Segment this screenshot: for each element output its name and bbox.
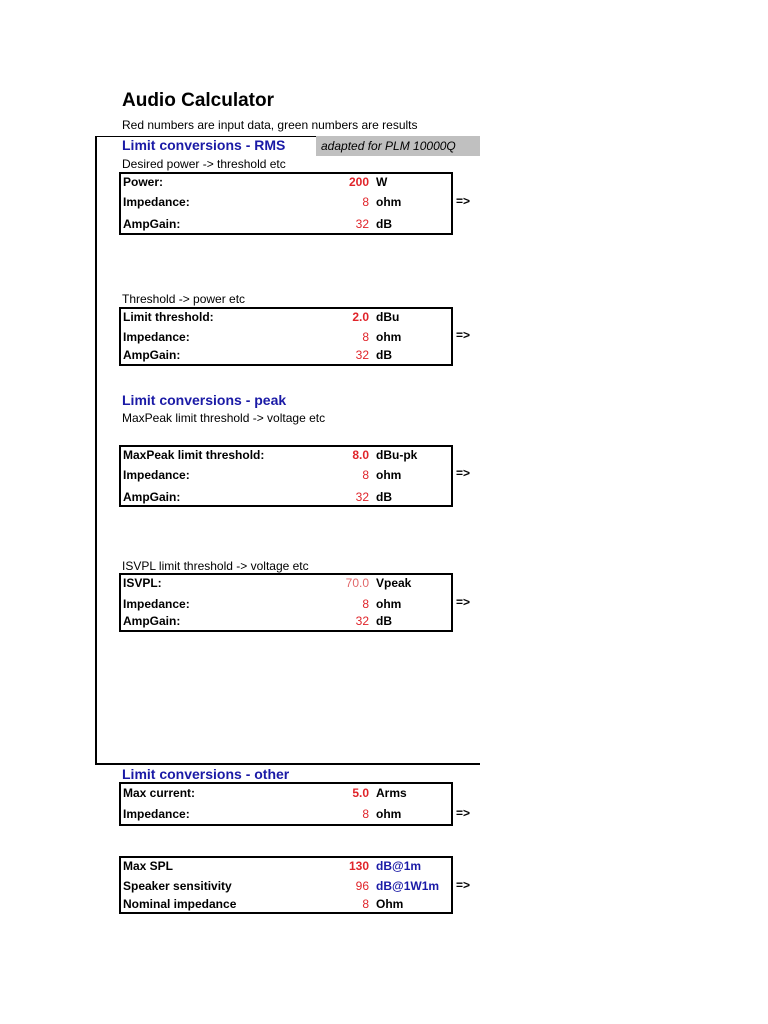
page-title: Audio Calculator xyxy=(122,90,275,111)
row-label: Impedance: xyxy=(123,468,190,482)
input-value[interactable]: 32 xyxy=(355,614,369,628)
input-value[interactable]: 5.0 xyxy=(352,786,369,800)
result-arrow: => xyxy=(456,328,471,342)
row-label: Power: xyxy=(123,175,164,189)
unit-label: dB xyxy=(376,490,392,504)
unit-label: dBu-pk xyxy=(376,448,418,462)
result-arrow: => xyxy=(456,595,471,609)
row-label: Impedance: xyxy=(123,597,190,611)
section-heading-other: Limit conversions - other xyxy=(122,766,290,782)
row-label: MaxPeak limit threshold: xyxy=(123,448,265,462)
unit-label: dB xyxy=(376,614,392,628)
input-value[interactable]: 2.0 xyxy=(352,310,369,324)
unit-label: ohm xyxy=(376,195,402,209)
frame-left-border xyxy=(95,136,97,765)
unit-label: dB xyxy=(376,217,392,231)
result-arrow: => xyxy=(456,466,471,480)
block-description: MaxPeak limit threshold -> voltage etc xyxy=(122,411,326,425)
row-label: Max SPL xyxy=(123,859,174,873)
result-arrow: => xyxy=(456,806,471,820)
page-subtitle: Red numbers are input data, green numbers are results xyxy=(122,118,418,132)
input-value[interactable]: 32 xyxy=(355,348,369,362)
unit-label: ohm xyxy=(376,330,402,344)
input-value[interactable]: 200 xyxy=(348,175,369,189)
result-arrow: => xyxy=(456,194,471,208)
input-value[interactable]: 8 xyxy=(362,330,369,344)
section-heading-rms: Limit conversions - RMS xyxy=(122,137,286,153)
unit-label: dB@1W1m xyxy=(376,879,440,893)
unit-label: Vpeak xyxy=(376,576,412,590)
calc-block-isvpl xyxy=(119,573,453,632)
block-description: ISVPL limit threshold -> voltage etc xyxy=(122,559,309,573)
row-label: Max current: xyxy=(123,786,196,800)
block-description: Threshold -> power etc xyxy=(122,292,246,306)
unit-label: dB@1m xyxy=(376,859,422,873)
adaptation-note: adapted for PLM 10000Q xyxy=(316,136,480,156)
row-label: Limit threshold: xyxy=(123,310,214,324)
input-value[interactable]: 8 xyxy=(362,807,369,821)
row-label: AmpGain: xyxy=(123,217,181,231)
result-arrow: => xyxy=(456,878,471,892)
row-label: Impedance: xyxy=(123,330,190,344)
input-value[interactable]: 96 xyxy=(355,879,369,893)
input-value[interactable]: 32 xyxy=(355,490,369,504)
row-label: Impedance: xyxy=(123,807,190,821)
input-value[interactable]: 8.0 xyxy=(352,448,369,462)
row-label: Speaker sensitivity xyxy=(123,879,232,893)
unit-label: dBu xyxy=(376,310,400,324)
block-description: Desired power -> threshold etc xyxy=(122,157,286,171)
unit-label: Ohm xyxy=(376,897,404,911)
frame-bottom-border xyxy=(95,763,480,765)
row-label: Impedance: xyxy=(123,195,190,209)
input-value[interactable]: 8 xyxy=(362,468,369,482)
input-value[interactable]: 8 xyxy=(362,597,369,611)
unit-label: ohm xyxy=(376,807,402,821)
row-label: AmpGain: xyxy=(123,490,181,504)
input-value[interactable]: 70.0 xyxy=(345,576,369,590)
row-label: AmpGain: xyxy=(123,348,181,362)
unit-label: dB xyxy=(376,348,392,362)
calc-block-spl xyxy=(119,856,453,914)
section-heading-peak: Limit conversions - peak xyxy=(122,392,287,408)
calc-block-power xyxy=(119,172,453,235)
input-value[interactable]: 8 xyxy=(362,897,369,911)
input-value[interactable]: 130 xyxy=(348,859,369,873)
unit-label: Arms xyxy=(376,786,407,800)
row-label: Nominal impedance xyxy=(123,897,237,911)
row-label: ISVPL: xyxy=(123,576,162,590)
input-value[interactable]: 32 xyxy=(355,217,369,231)
calc-block-maxpeak xyxy=(119,445,453,507)
unit-label: W xyxy=(376,175,388,189)
unit-label: ohm xyxy=(376,597,402,611)
unit-label: ohm xyxy=(376,468,402,482)
calc-block-threshold xyxy=(119,307,453,366)
calc-block-current xyxy=(119,782,453,826)
input-value[interactable]: 8 xyxy=(362,195,369,209)
row-label: AmpGain: xyxy=(123,614,181,628)
